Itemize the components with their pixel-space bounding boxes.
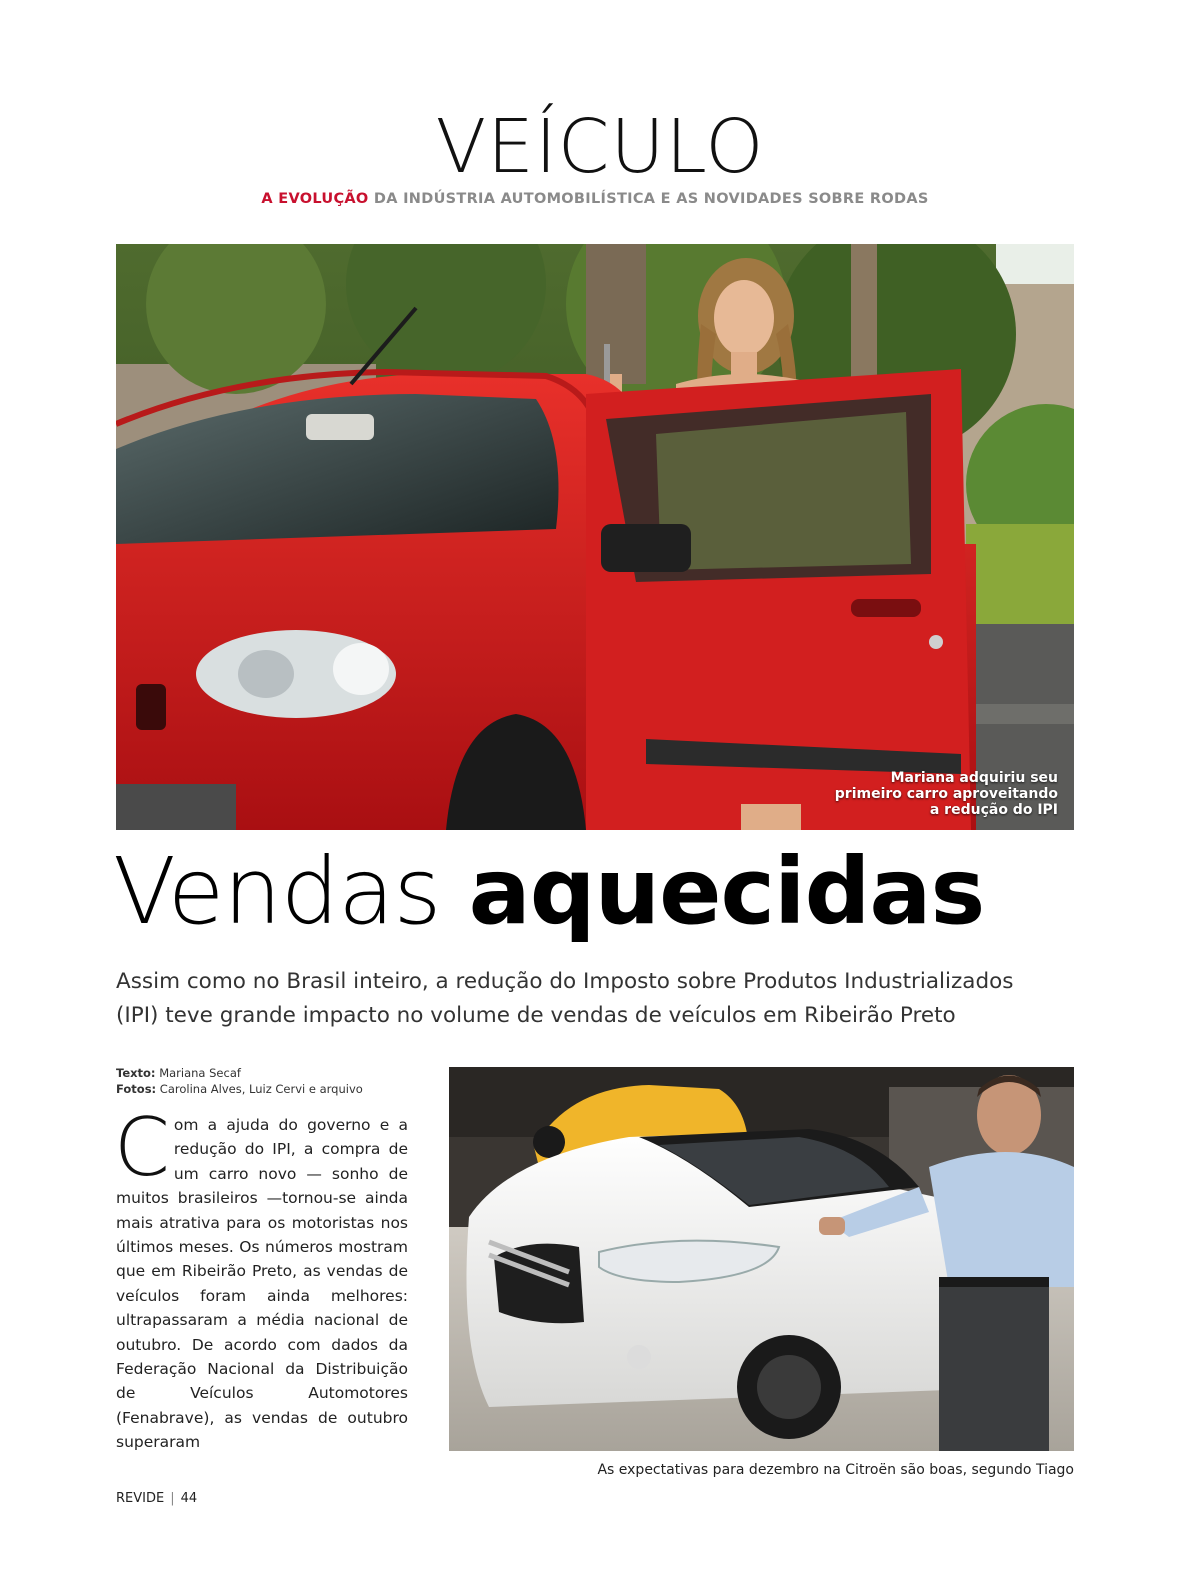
credit-photo bbox=[116, 1081, 436, 1097]
headline-light: Vendas bbox=[113, 838, 441, 945]
magazine-name: REVIDE bbox=[116, 1491, 165, 1506]
hero-caption-line: primeiro carro aproveitando bbox=[834, 786, 1058, 802]
showroom-photo bbox=[449, 1067, 1074, 1451]
headline-bold: aquecidas bbox=[468, 838, 985, 945]
credit-photo-label: Fotos: bbox=[116, 1082, 157, 1096]
credits bbox=[116, 1065, 436, 1097]
hero-caption bbox=[808, 770, 1058, 818]
hero-photo-illustration bbox=[116, 244, 1074, 830]
hero-caption-line: a redução do IPI bbox=[929, 802, 1058, 818]
credit-text bbox=[116, 1065, 436, 1081]
credit-text-value: Mariana Secaf bbox=[159, 1066, 241, 1080]
deck-line: Assim como no Brasil inteiro, a redução do Imposto sobre Produtos Industrializados bbox=[116, 969, 1014, 994]
article-body-text: om a ajuda do governo e a redução do IPI, a compra de um carro novo — sonho de muitos brasileiros —tornou-se ainda mais atrativa para os motoristas nos últimos meses. Os números mostram que em Ribeirão Preto, as vendas de veículos foram ainda melhores: ultrapassaram a média nacional de outubro. De acordo com dados da Federação Nacional da Distribuição de Veículos Automotores (Fenabrave), as vendas de outubro superaram bbox=[116, 1116, 408, 1452]
deck-line: (IPI) teve grande impacto no volume de vendas de veículos em Ribeirão Preto bbox=[116, 1003, 956, 1028]
section-kicker bbox=[0, 191, 1190, 207]
footer-separator: | bbox=[170, 1491, 175, 1506]
kicker-accent: A EVOLUÇÃO bbox=[261, 191, 369, 207]
credit-photo-value: Carolina Alves, Luiz Cervi e arquivo bbox=[159, 1082, 363, 1096]
deck bbox=[116, 965, 1076, 1033]
headline bbox=[113, 838, 1093, 945]
section-title: VEÍCULO bbox=[435, 104, 765, 190]
page-number: 44 bbox=[180, 1491, 198, 1506]
article-body bbox=[114, 1101, 408, 1455]
showroom-photo-illustration bbox=[449, 1067, 1074, 1451]
dropcap: C bbox=[114, 1101, 170, 1194]
hero-caption-line: Mariana adquiriu seu bbox=[890, 770, 1058, 786]
credit-text-label: Texto: bbox=[116, 1066, 156, 1080]
page-footer bbox=[116, 1491, 197, 1506]
hero-photo bbox=[116, 244, 1074, 830]
kicker-rest: DA INDÚSTRIA AUTOMOBILÍSTICA E AS NOVIDADES SOBRE RODAS bbox=[373, 191, 929, 207]
showroom-caption: As expectativas para dezembro na Citroën são boas, segundo Tiago bbox=[597, 1462, 1074, 1478]
